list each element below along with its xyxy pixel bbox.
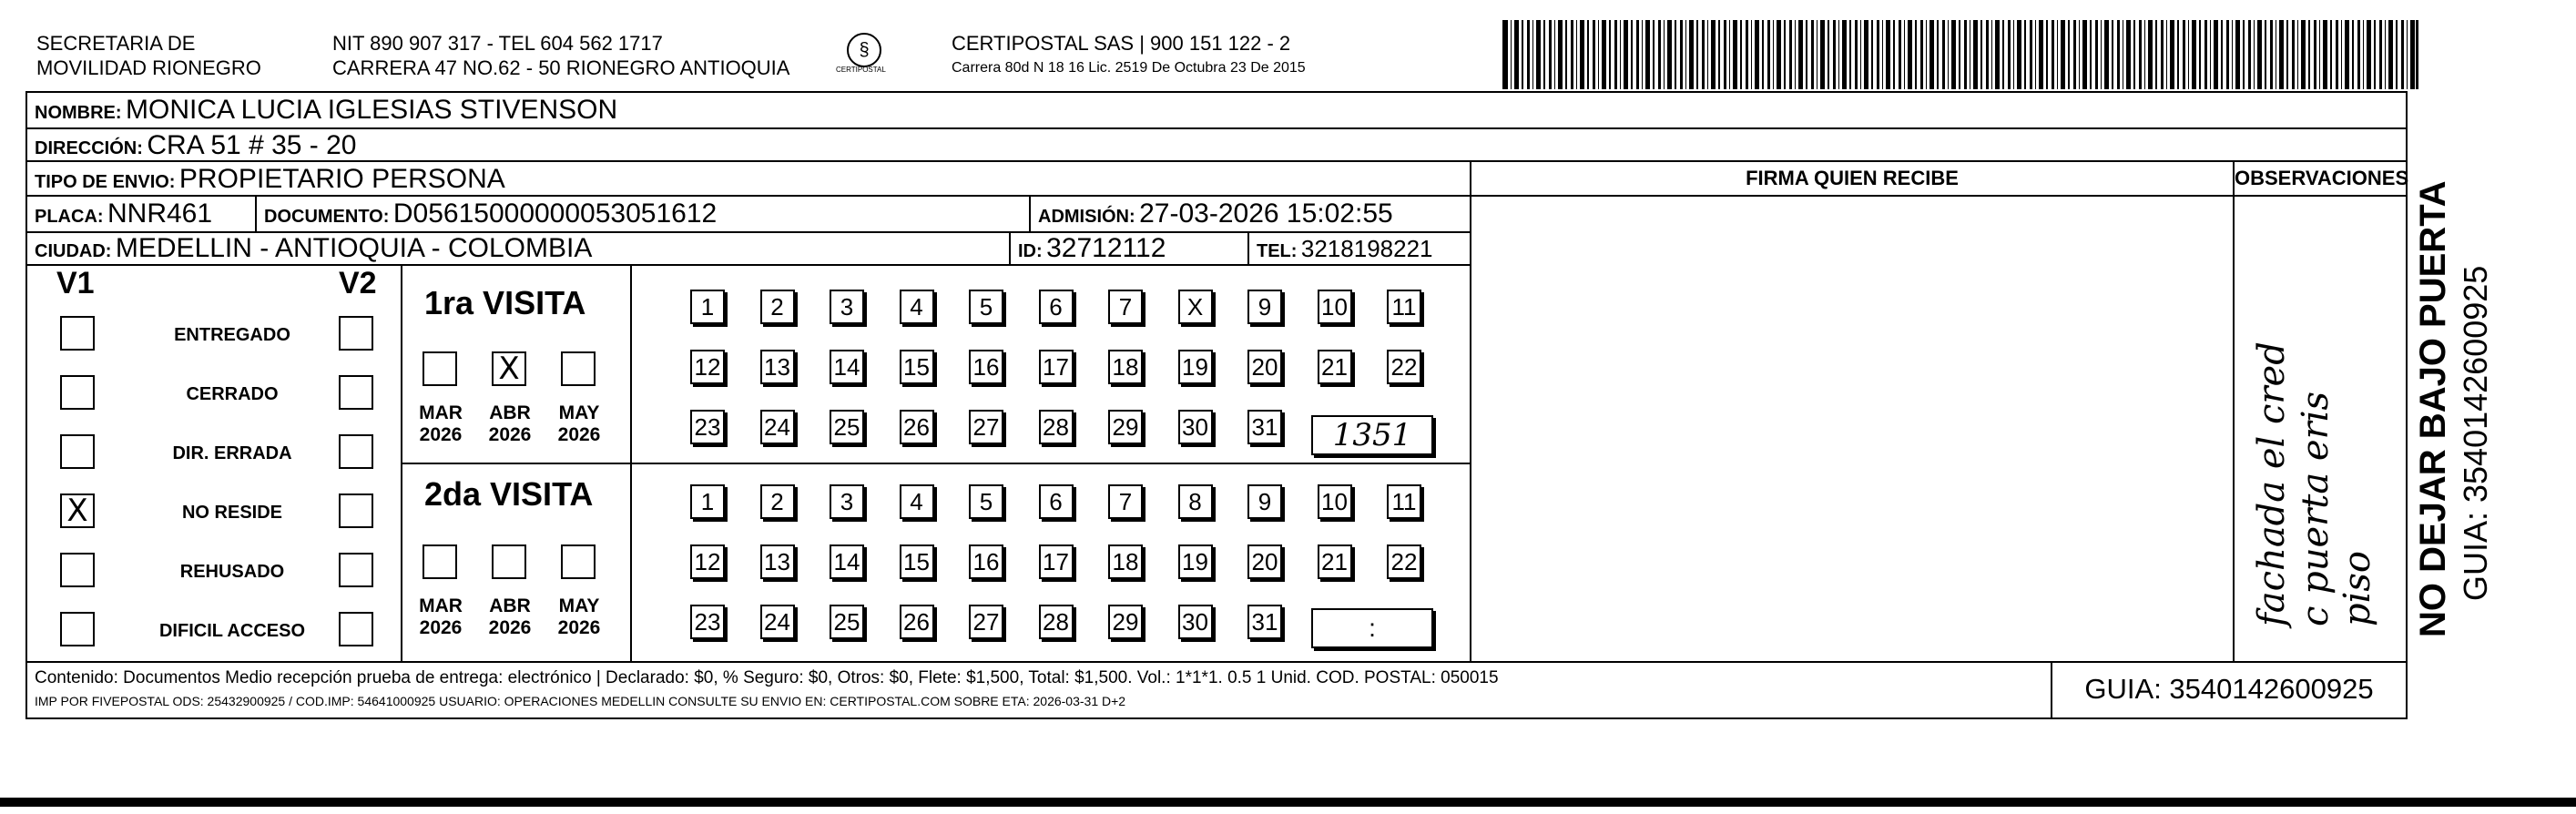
day-box[interactable]: 3 [830,484,864,519]
first-month-may-checkbox[interactable] [561,351,596,386]
v2-checkbox-rehusado[interactable] [339,553,373,587]
status-entregado: ENTREGADO [174,325,290,345]
day-box[interactable]: 9 [1247,484,1282,519]
admision-label: ADMISIÓN: [1038,207,1135,227]
status-cerrado: CERRADO [186,384,279,404]
documento-value: D05615000000053051612 [392,198,718,229]
day-box[interactable]: 28 [1039,410,1074,444]
barcode [1502,20,2418,89]
second-visit-time-field[interactable]: : [1311,608,1433,648]
v1-checkbox-dir-errada[interactable] [60,434,95,469]
day-box[interactable]: 17 [1039,544,1074,579]
certipostal-logo-icon: § [847,33,881,67]
page-edge [0,798,2576,807]
day-box[interactable]: 9 [1247,290,1282,324]
day-box[interactable]: 4 [900,290,934,324]
v2-checkbox-dir-errada[interactable] [339,434,373,469]
day-box[interactable]: 20 [1247,350,1282,384]
id-label: ID: [1018,241,1043,261]
first-month-abr-checkbox[interactable]: X [492,351,526,386]
day-box[interactable]: 27 [969,605,1003,639]
day-box[interactable]: 22 [1387,350,1421,384]
day-box[interactable]: 21 [1318,544,1352,579]
day-box[interactable]: 28 [1039,605,1074,639]
day-box[interactable]: 25 [830,605,864,639]
ciudad-value: MEDELLIN - ANTIOQUIA - COLOMBIA [115,233,593,263]
day-box[interactable]: 11 [1387,484,1421,519]
second-month-mar-checkbox[interactable] [423,544,457,579]
day-box[interactable]: 1 [690,484,725,519]
row-tipo [27,162,1470,197]
v1-checkbox-no-reside[interactable]: X [60,493,95,528]
observaciones-header: OBSERVACIONES [2233,162,2406,197]
placa-value: NNR461 [107,198,213,229]
direccion-label: DIRECCIÓN: [35,138,143,158]
day-box[interactable]: 19 [1178,350,1213,384]
divider [27,661,2406,663]
day-box[interactable]: 16 [969,350,1003,384]
day-box[interactable]: 25 [830,410,864,444]
day-box[interactable]: 18 [1108,544,1143,579]
v1-checkbox-rehusado[interactable] [60,553,95,587]
day-box[interactable]: 15 [900,350,934,384]
nombre-value: MONICA LUCIA IGLESIAS STIVENSON [126,95,618,125]
tel-value: 3218198221 [1300,235,1433,262]
firma-header: FIRMA QUIEN RECIBE [1470,162,2233,197]
second-month-may-checkbox[interactable] [561,544,596,579]
divider [401,463,1470,464]
documento-label: DOCUMENTO: [264,207,390,227]
day-box[interactable]: 12 [690,350,725,384]
day-box[interactable]: 2 [760,484,795,519]
month-label: MAY 2026 [557,402,601,445]
day-box[interactable]: 8 [1178,484,1213,519]
day-box[interactable]: 11 [1387,290,1421,324]
footer-line2: IMP POR FIVEPOSTAL ODS: 25432900925 / COD.IMP: 54641000925 USUARIO: OPERACIONES MEDELLIN CONSULTE SU ENVIO EN: CERTIPOSTAL.COM SOBRE ETA: 2026-03-31 D+2 [35,694,1126,708]
row-nombre [27,93,2406,129]
observation-line1: fachada el cred [2251,341,2293,626]
day-box[interactable]: 21 [1318,350,1352,384]
observation-line2: c puerta eris [2295,391,2337,626]
id-value: 32712112 [1046,233,1166,263]
day-box[interactable]: 31 [1247,410,1282,444]
courier-line2: Carrera 80d N 18 16 Lic. 2519 De Octubra 23 De 2015 [952,60,1306,76]
guia-box: GUIA: 3540142600925 [2051,661,2406,717]
v1-checkbox-cerrado[interactable] [60,375,95,410]
month-label: ABR 2026 [488,595,532,638]
day-box[interactable]: 7 [1108,290,1143,324]
day-box[interactable]: 22 [1387,544,1421,579]
day-box[interactable]: 27 [969,410,1003,444]
month-label: MAY 2026 [557,595,601,638]
tipo-label: TIPO DE ENVIO: [35,172,176,192]
status-dir-errada: DIR. ERRADA [172,443,292,463]
side-warning: NO DEJAR BAJO PUERTA [2413,180,2453,637]
day-box[interactable]: 5 [969,484,1003,519]
first-month-mar-checkbox[interactable] [423,351,457,386]
address-line: CARRERA 47 NO.62 - 50 RIONEGRO ANTIOQUIA [332,56,790,79]
day-box[interactable]: 1 [690,290,725,324]
day-box[interactable]: 29 [1108,410,1143,444]
observations-area[interactable] [2235,198,2406,659]
nit-line: NIT 890 907 317 - TEL 604 562 1717 [332,32,663,55]
org-line2: MOVILIDAD RIONEGRO [36,56,261,79]
row-ciudad [27,233,1470,266]
day-box[interactable]: 12 [690,544,725,579]
admision-value: 27-03-2026 15:02:55 [1139,198,1393,229]
day-box[interactable]: 23 [690,410,725,444]
day-box[interactable]: 16 [969,544,1003,579]
month-label: MAR 2026 [419,402,463,445]
org-line1: SECRETARIA DE [36,32,196,55]
day-box[interactable]: 2 [760,290,795,324]
day-box[interactable]: 5 [969,290,1003,324]
day-box[interactable]: 4 [900,484,934,519]
day-box[interactable]: 7 [1108,484,1143,519]
second-month-abr-checkbox[interactable] [492,544,526,579]
day-box[interactable]: 31 [1247,605,1282,639]
day-box[interactable]: 30 [1178,605,1213,639]
v2-checkbox-dificil-acceso[interactable] [339,612,373,646]
tipo-value: PROPIETARIO PERSONA [178,164,505,194]
status-no-reside: NO RESIDE [181,503,283,523]
day-box[interactable]: X [1178,290,1213,324]
v2-checkbox-cerrado[interactable] [339,375,373,410]
day-box[interactable]: 14 [830,350,864,384]
day-box[interactable]: 24 [760,410,795,444]
month-label: MAR 2026 [419,595,463,638]
signature-area[interactable] [1471,198,2233,659]
courier-line1: CERTIPOSTAL SAS | 900 151 122 - 2 [952,32,1291,55]
tel-label: TEL: [1257,241,1298,261]
v2-checkbox-no-reside[interactable] [339,493,373,528]
v1-checkbox-entregado[interactable] [60,316,95,351]
row-direccion [27,129,2406,162]
day-box[interactable]: 10 [1318,484,1352,519]
day-box[interactable]: 14 [830,544,864,579]
status-dificil-acceso: DIFICIL ACCESO [158,621,305,641]
day-box[interactable]: 3 [830,290,864,324]
day-box[interactable]: 6 [1039,290,1074,324]
day-box[interactable]: 26 [900,410,934,444]
day-box[interactable]: 17 [1039,350,1074,384]
day-box[interactable]: 26 [900,605,934,639]
day-box[interactable]: 30 [1178,410,1213,444]
first-visit-time-field[interactable]: 1351 [1311,415,1433,455]
row-placa [27,197,1470,233]
day-box[interactable]: 24 [760,605,795,639]
day-box[interactable]: 15 [900,544,934,579]
status-rehusado: REHUSADO [179,562,285,582]
footer-line1: Contenido: Documentos Medio recepción prueba de entrega: electrónico | Declarado: $0, % Seguro: $0, Otros: $0, Flete: $1,500, Total: $1,500. Vol.: 1*1*1. 0.5 1 Unid. COD. POSTAL: 050015 [35,668,1499,687]
v2-checkbox-entregado[interactable] [339,316,373,351]
day-box[interactable]: 10 [1318,290,1352,324]
second-visit-title: 2da VISITA [424,475,594,513]
day-box[interactable]: 13 [760,544,795,579]
first-visit-title: 1ra VISITA [424,284,586,321]
day-box[interactable]: 20 [1247,544,1282,579]
logo-text: CERTIPOSTAL [836,66,886,74]
side-guia: GUIA: 3540142600925 [2457,265,2494,601]
placa-label: PLACA: [35,207,104,227]
month-label: ABR 2026 [488,402,532,445]
day-box[interactable]: 13 [760,350,795,384]
ciudad-label: CIUDAD: [35,241,112,261]
v1-label: V1 [56,266,95,300]
day-box[interactable]: 29 [1108,605,1143,639]
observation-line3: piso [2337,550,2378,626]
day-box[interactable]: 19 [1178,544,1213,579]
v1-checkbox-dificil-acceso[interactable] [60,612,95,646]
direccion-value: CRA 51 # 35 - 20 [147,130,357,160]
nombre-label: NOMBRE: [35,103,122,123]
shipping-form [25,91,2408,719]
v2-label: V2 [339,266,377,300]
day-box[interactable]: 6 [1039,484,1074,519]
day-box[interactable]: 18 [1108,350,1143,384]
day-box[interactable]: 23 [690,605,725,639]
